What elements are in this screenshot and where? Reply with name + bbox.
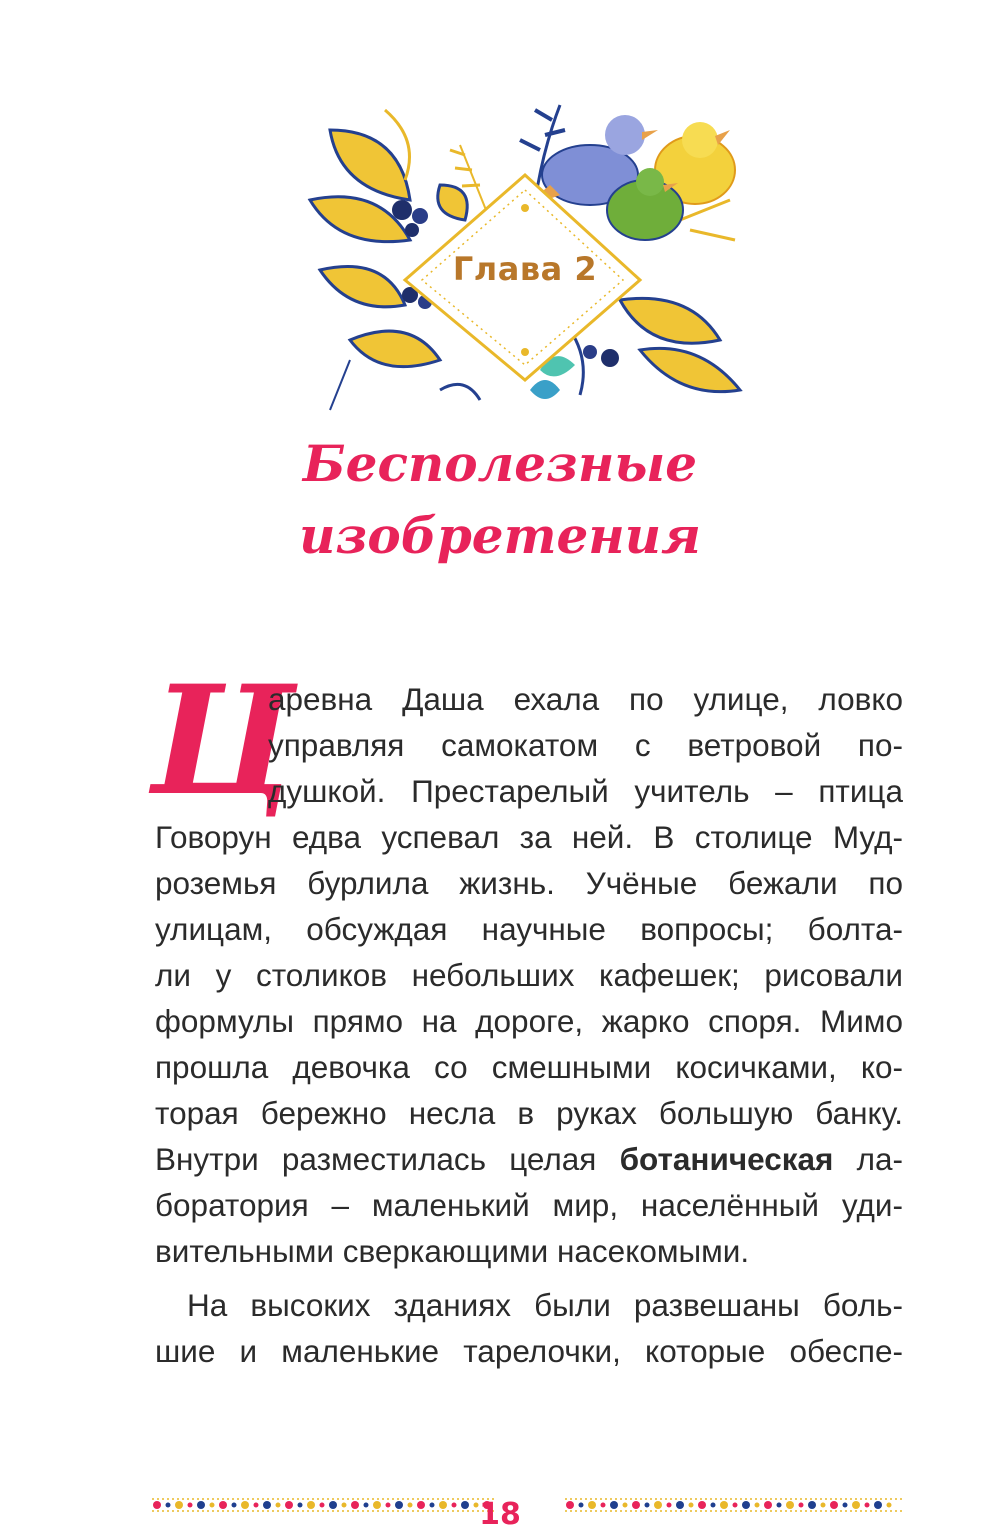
drop-cap: Ц [150, 653, 295, 829]
ornament-bead [799, 1503, 804, 1508]
text-line: Говорун едва успевал за ней. В столице Муд- [155, 819, 903, 855]
ornament-bead [755, 1503, 760, 1508]
ornament-bead [645, 1503, 650, 1508]
ornament-bead [742, 1501, 750, 1509]
ornament-bead [786, 1501, 794, 1509]
ornament-bead [852, 1501, 860, 1509]
bold-term: ботаническая [619, 1141, 834, 1177]
ornament-bead [689, 1503, 694, 1508]
ornament-bead [654, 1501, 662, 1509]
ornament-bead [711, 1503, 716, 1508]
ornament-bead [830, 1501, 838, 1509]
footer-ornament-right [565, 1498, 903, 1512]
ornament-bead [676, 1501, 684, 1509]
ornament-bead [733, 1503, 738, 1508]
text-line: ли у столиков небольших кафешек; рисовали [155, 957, 903, 993]
text-span: Внутри разместилась целая [155, 1141, 597, 1177]
text-line: торая бережно несла в руках большую банку. [155, 1095, 903, 1131]
ornament-bead [610, 1501, 618, 1509]
ornament-bead [874, 1501, 882, 1509]
chapter-title [0, 428, 1000, 572]
text-line: шие и маленькие тарелочки, которые обеспе- [155, 1333, 903, 1369]
ornament-bead [865, 1503, 870, 1508]
ornament-bead [566, 1501, 574, 1509]
page-number: 18 [479, 1497, 521, 1532]
ornament-bead [821, 1503, 826, 1508]
text-line: душкой. Престарелый учитель – птица [268, 773, 903, 809]
ornament-bead [667, 1503, 672, 1508]
text-line: формулы прямо на дороге, жарко споря. Мимо [155, 1003, 903, 1039]
ornament-bead [632, 1501, 640, 1509]
text-line: прошла девочка со смешными косичками, ко- [155, 1049, 903, 1085]
ornament-bead [887, 1503, 892, 1508]
ornament-bead [698, 1501, 706, 1509]
text-line: роземья бурлила жизнь. Учёные бежали по [155, 865, 903, 901]
ornament-bead [808, 1501, 816, 1509]
text-line [155, 1136, 903, 1182]
ornament-bead [579, 1503, 584, 1508]
chapter-title-line: Бесполезные [302, 434, 698, 493]
text-line: аревна Даша ехала по улице, ловко [268, 681, 903, 717]
text-line: вительными сверкающими насекомыми. [155, 1233, 750, 1269]
ornament-bead [623, 1503, 628, 1508]
text-line: На высоких зданиях были развешаны боль- [187, 1287, 903, 1323]
ornament-bead [588, 1501, 596, 1509]
ornament-bead [777, 1503, 782, 1508]
ornament-bead [720, 1501, 728, 1509]
chapter-label: Глава 2 [452, 250, 598, 288]
chapter-title-line: изобретения [299, 506, 701, 565]
ornament-bead [843, 1503, 848, 1508]
text-span: ла- [856, 1141, 903, 1177]
ornament-bead [764, 1501, 772, 1509]
text-line: управляя самокатом с ветровой по- [268, 727, 903, 763]
text-line: улицам, обсуждая научные вопросы; болта- [155, 911, 903, 947]
text-line: боратория – маленький мир, населённый уди- [155, 1187, 903, 1223]
ornament-bead [601, 1503, 606, 1508]
